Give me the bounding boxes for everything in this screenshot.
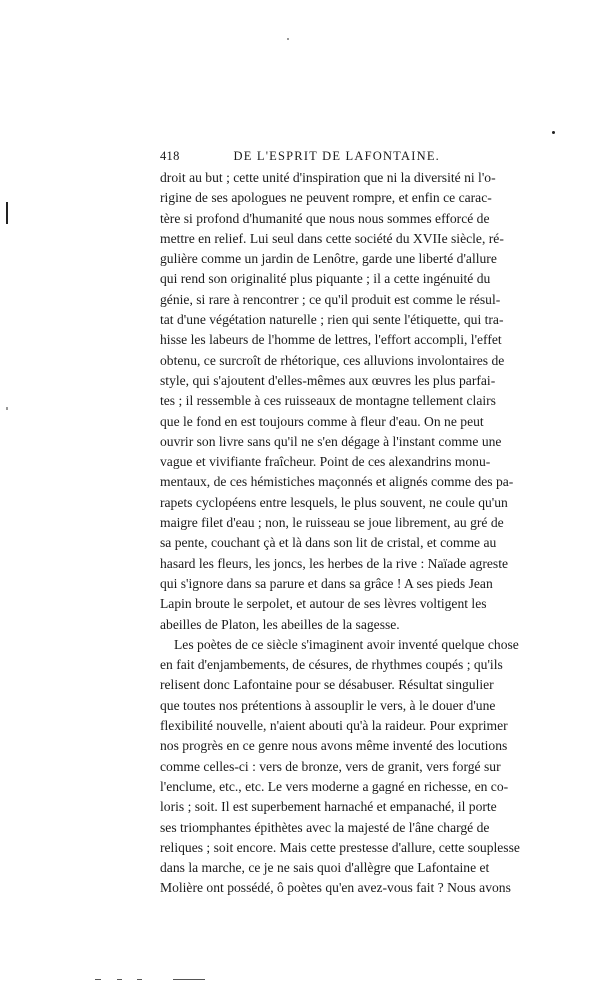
text-line: droit au but ; cette unité d'inspiration que ni la diversité ni l'o- [160,170,496,185]
text-line: dans la marche, ce je ne sais quoi d'allègre que Lafontaine et [160,860,490,876]
print-speck [287,38,289,40]
text-line: mettre en relief. Lui seul dans cette société du XVIIe siècle, ré- [160,230,504,246]
text-line: qui s'ignore dans sa parure et dans sa grâce ! A ses pieds Jean [160,575,493,591]
text-line: hisse les labeurs de l'homme de lettres, l'effort accompli, l'effet [160,332,502,348]
text-line: mentaux, de ces hémistiches maçonnés et alignés comme des pa- [160,474,514,490]
text-line: génie, si rare à rencontrer ; ce qu'il produit est comme le résul- [160,291,501,307]
text-line: comme celles-ci : vers de bronze, vers de granit, vers forgé sur [160,758,501,774]
text-line: ouvrir son livre sans qu'il ne s'en dégage à l'instant comme une [160,433,502,449]
margin-mark [6,202,8,224]
text-line: en fait d'enjambements, de césures, de rhythmes coupés ; qu'ils [160,657,503,673]
text-line: rigine de ses apologues ne peuvent rompre, et enfin ce carac- [160,190,492,206]
text-line: maigre filet d'eau ; non, le ruisseau se joue librement, au gré de [160,515,504,531]
text-line: Molière ont possédé, ô poètes qu'en avez-vous fait ? Nous avons [160,880,511,896]
text-line: Lapin broute le serpolet, et autour de ses lèvres voltigent les [160,596,487,612]
print-edge-marks [95,978,235,982]
text-line: nos progrès en ce genre nous avons même inventé des locutions [160,738,508,754]
print-speck [95,979,101,980]
text-line: gulière comme un jardin de Lenôtre, garde une liberté d'allure [160,251,497,267]
text-line: vague et vivifiante fraîcheur. Point de ces alexandrins monu- [160,454,491,470]
print-rule [173,979,205,980]
text-line: Les poètes de ce siècle s'imaginent avoir inventé quelque chose [174,636,519,652]
running-title: DE L'ESPRIT DE LAFONTAINE. [233,149,440,163]
text-line: tes ; il ressemble à ces ruisseaux de montagne tellement clairs [160,393,496,409]
text-line: l'enclume, etc., etc. Le vers moderne a gagné en richesse, en co- [160,778,509,794]
print-speck [117,979,122,980]
text-line: hasard les fleurs, les joncs, les herbes de la rive : Naïade agreste [160,555,509,571]
text-line: tère si profond d'humanité que nous nous sommes efforcé de [160,210,490,226]
text-line: abeilles de Platon, les abeilles de la sagesse. [160,616,400,632]
text-line: ses triomphantes épithètes avec la majesté de l'âne chargé de [160,819,490,835]
body-text [160,168,520,899]
text-line: que le fond en est toujours comme à fleur d'eau. On ne peut [160,413,484,429]
print-speck [137,979,142,980]
text-line: tat d'une végétation naturelle ; rien qui sente l'étiquette, qui tra- [160,312,504,328]
text-line: style, qui s'ajoutent d'elles-mêmes aux œuvres les plus parfai- [160,372,496,388]
print-speck [6,407,8,410]
text-line: que toutes nos prétentions à assouplir le vers, à le douer d'une [160,697,496,713]
text-line: obtenu, ce surcroît de rhétorique, ces alluvions involontaires de [160,352,505,368]
text-line: relisent donc Lafontaine pour se désabuser. Résultat singulier [160,677,494,693]
text-line: qui rend son originalité plus piquante ; il a cette ingénuité du [160,271,491,287]
text-line: flexibilité nouvelle, n'aient abouti qu'à la raideur. Pour exprimer [160,718,508,734]
text-line: reliques ; soit encore. Mais cette prestesse d'allure, cette souplesse [160,839,520,855]
page-number: 418 [160,149,180,163]
text-line: sa pente, couchant çà et là dans son lit de cristal, et comme au [160,535,497,551]
text-line: rapets cyclopéens entre lesquels, le plus souvent, ne coule qu'un [160,494,508,510]
print-speck [552,131,555,134]
text-line: loris ; soit. Il est superbement harnaché et empanaché, il porte [160,799,497,815]
page-header [160,149,440,165]
